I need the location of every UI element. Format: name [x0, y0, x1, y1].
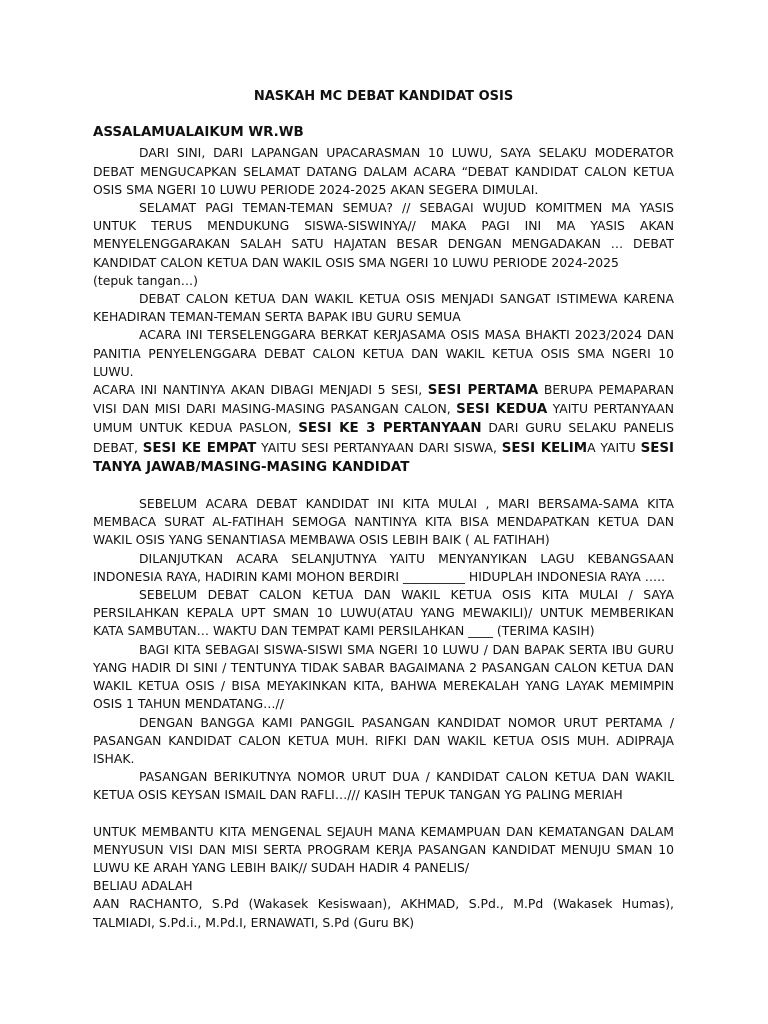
sessions-text-6: A YAITU [587, 439, 641, 455]
document-title: NASKAH MC DEBAT KANDIDAT OSIS [253, 89, 514, 104]
paragraph-special: DEBAT CALON KETUA DAN WAKIL KETUA OSIS MENJADI SANGAT ISTIMEWA KARENA KEHADIRAN TEMAN-TEMAN SERTA BAPAK IBU GURU SEMUA [93, 291, 674, 325]
paragraph-candidate-two: PASANGAN BERIKUTNYA NOMOR URUT DUA / KANDIDAT CALON KETUA DAN WAKIL KETUA OSIS KEYSAN ISMAIL DAN RAFLI…/// KASIH TEPUK TANGAN YG PALING MERIAH [93, 769, 674, 803]
sessions-text-1: ACARA INI NANTINYA AKAN DIBAGI MENJADI 5 SESI, [93, 382, 428, 398]
paragraph-panelist-names: AAN RACHANTO, S.Pd (Wakasek Kesiswaan), AKHMAD, S.Pd., M.Pd (Wakasek Humas), TALMIADI, S.Pd.i., M.Pd.I, ERNAWATI, S.Pd (Guru BK) [93, 896, 674, 930]
session-three-label: SESI KE 3 PERTANYAAN [298, 421, 482, 437]
paragraph-sessions [93, 381, 674, 477]
sessions-text-4: DARI GURU SELAKU PANELIS DEBAT, [93, 420, 674, 455]
paragraph-applause-note: (tepuk tangan…) [93, 272, 198, 288]
blank-line [93, 805, 674, 823]
sessions-text-5: YAITU SESI PERTANYAAN DARI SISWA, [256, 439, 502, 455]
paragraph-anthem: DILANJUTKAN ACARA SELANJUTNYA YAITU MENYANYIKAN LAGU KEBANGSAAN INDONESIA RAYA, HADIRIN KAMI MOHON BERDIRI __________ HIDUPLAH INDONESIA RAYA ….. [93, 550, 674, 584]
sessions-text-2: BERUPA PEMAPARAN VISI DAN MISI DARI MASING-MASING PASANGAN CALON, [93, 382, 675, 417]
session-two-label: SESI KEDUA [456, 402, 548, 418]
paragraph-panelists: UNTUK MEMBANTU KITA MENGENAL SEJAUH MANA KEMAMPUAN DAN KEMATANGAN DALAM MENYUSUN VISI DAN MISI SERTA PROGRAM KERJA PASANGAN KANDIDAT MENUJU SMAN 10 LUWU KE ARAH YANG LEBIH BAIK// SUDAH HADIR 4 PANELIS/ [93, 823, 674, 875]
paragraph-speech: SEBELUM DEBAT CALON KETUA DAN WAKIL KETUA OSIS KITA MULAI / SAYA PERSILAHKAN KEPALA UPT SMAN 10 LUWU(ATAU YANG MEWAKILI)/ UNTUK MEMBERIKAN KATA SAMBUTAN… WAKTU DAN TEMPAT KAMI PERSILAHKAN ____ (TERIMA KASIH) [93, 587, 674, 639]
paragraph-prayer: SEBELUM ACARA DEBAT KANDIDAT INI KITA MULAI , MARI BERSAMA-SAMA KITA MEMBACA SURAT AL-FATIHAH SEMOGA NANTINYA KITA BISA MENDAPATKAN KETUA DAN WAKIL OSIS YANG SENANTIASA MEMBAWA OSIS LEBIH BAIK ( AL FATIHAH) [93, 496, 674, 548]
session-five-label: SESI KELIM [501, 440, 588, 456]
sessions-text-3: YAITU PERTANYAAN UMUM UNTUK KEDUA PASLON, [93, 401, 674, 436]
paragraph-cooperation: ACARA INI TERSELENGGARA BERKAT KERJASAMA OSIS MASA BHAKTI 2023/2024 DAN PANITIA PENYELENGGARA DEBAT CALON KETUA DAN WAKIL KETUA OSIS SMA NGERI 10 LUWU. [93, 327, 674, 379]
session-qa-label: SESI TANYA JAWAB/MASING-MASING KANDIDAT [93, 440, 674, 475]
paragraph-candidate-one: DENGAN BANGGA KAMI PANGGIL PASANGAN KANDIDAT NOMOR URUT PERTAMA / PASANGAN KANDIDAT CALON KETUA MUH. RIFKI DAN WAKIL KETUA OSIS MUH. ADIPRAJA ISHAK. [93, 714, 674, 766]
session-one-label: SESI PERTAMA [427, 383, 539, 399]
blank-line [93, 477, 674, 495]
paragraph-they-are: BELIAU ADALAH [93, 878, 193, 894]
session-four-label: SESI KE EMPAT [142, 440, 257, 456]
greeting-heading: ASSALAMUALAIKUM WR.WB [93, 125, 304, 141]
paragraph-greeting: SELAMAT PAGI TEMAN-TEMAN SEMUA? // SEBAGAI WUJUD KOMITMEN MA YASIS UNTUK TERUS MENDUKUNG SISWA-SISWINYA// MAKA PAGI INI MA YASIS AKAN MENYELENGGARAKAN SALAH SATU HAJATAN BESAR DENGAN MENGADAKAN … DEBAT KANDIDAT CALON KETUA DAN WAKIL OSIS SMA NGERI 10 LUWU PERIODE 2024-2025 [93, 200, 674, 270]
paragraph-opening: DARI SINI, DARI LAPANGAN UPACARASMAN 10 LUWU, SAYA SELAKU MODERATOR DEBAT MENGUCAPKAN SELAMAT DATANG DALAM ACARA “DEBAT KANDIDAT CALON KETUA OSIS SMA NGERI 10 LUWU PERIODE 2024-2025 AKAN SEGERA DIMULAI. [93, 145, 674, 197]
paragraph-candidates-intro: BAGI KITA SEBAGAI SISWA-SISWI SMA NGERI 10 LUWU / DAN BAPAK SERTA IBU GURU YANG HADIR DI SINI / TENTUNYA TIDAK SABAR BAGAIMANA 2 PASANGAN CALON KETUA DAN WAKIL KETUA OSIS / BISA MEYAKINKAN KITA, BAHWA MEREKALAH YANG LAYAK MEMIMPIN OSIS 1 TAHUN MENDATANG…// [93, 641, 674, 712]
